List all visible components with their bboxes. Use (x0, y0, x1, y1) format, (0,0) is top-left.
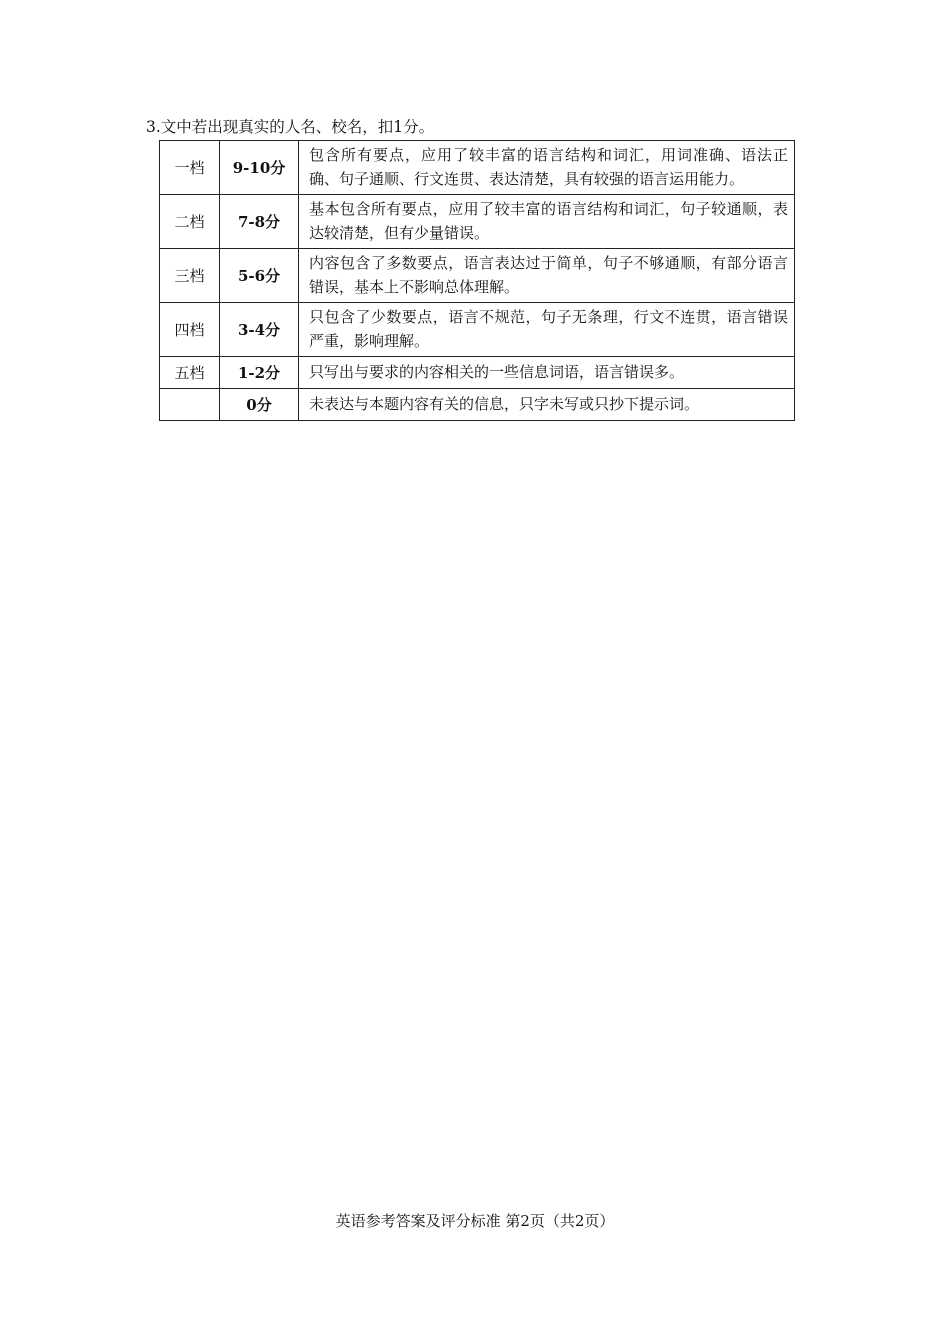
criteria-text: 包含所有要点，应用了较丰富的语言结构和词汇，用词准确、语法正确、句子通顺、行文连贯、表达清楚，具有较强的语言运用能力。 (309, 146, 788, 188)
table-row (160, 357, 795, 389)
score-range-cell: 3-4分 (220, 303, 299, 357)
score-range-cell: 0分 (220, 389, 299, 421)
table-row (160, 249, 795, 303)
score-range-cell: 1-2分 (220, 357, 299, 389)
criteria-cell (299, 141, 795, 195)
score-range-cell: 7-8分 (220, 195, 299, 249)
score-range-cell: 9-10分 (220, 141, 299, 195)
table-row (160, 195, 795, 249)
criteria-text: 内容包含了多数要点，语言表达过于简单，句子不够通顺，有部分语言错误，基本上不影响总体理解。 (309, 254, 788, 296)
grading-table (159, 140, 795, 421)
table-row (160, 303, 795, 357)
grade-level-cell (160, 389, 220, 421)
criteria-text: 只写出与要求的内容相关的一些信息词语，语言错误多。 (309, 363, 685, 381)
grade-level-cell: 四档 (160, 303, 220, 357)
table-row (160, 141, 795, 195)
criteria-cell (299, 389, 795, 421)
criteria-cell (299, 195, 795, 249)
grade-level-cell: 二档 (160, 195, 220, 249)
criteria-text: 基本包含所有要点，应用了较丰富的语言结构和词汇，句子较通顺，表达较清楚，但有少量错误。 (309, 200, 788, 242)
table-row (160, 389, 795, 421)
page-footer: 英语参考答案及评分标准 第2页（共2页） (335, 1212, 615, 1230)
criteria-cell (299, 249, 795, 303)
grade-level-cell: 五档 (160, 357, 220, 389)
deduction-rule-text: 3.文中若出现真实的人名、校名，扣1分。 (146, 118, 435, 136)
criteria-text: 只包含了少数要点，语言不规范，句子无条理，行文不连贯，语言错误严重，影响理解。 (309, 308, 788, 350)
criteria-cell (299, 357, 795, 389)
grade-level-cell: 三档 (160, 249, 220, 303)
criteria-cell (299, 303, 795, 357)
grade-level-cell: 一档 (160, 141, 220, 195)
criteria-text: 未表达与本题内容有关的信息，只字未写或只抄下提示词。 (309, 395, 700, 413)
score-range-cell: 5-6分 (220, 249, 299, 303)
